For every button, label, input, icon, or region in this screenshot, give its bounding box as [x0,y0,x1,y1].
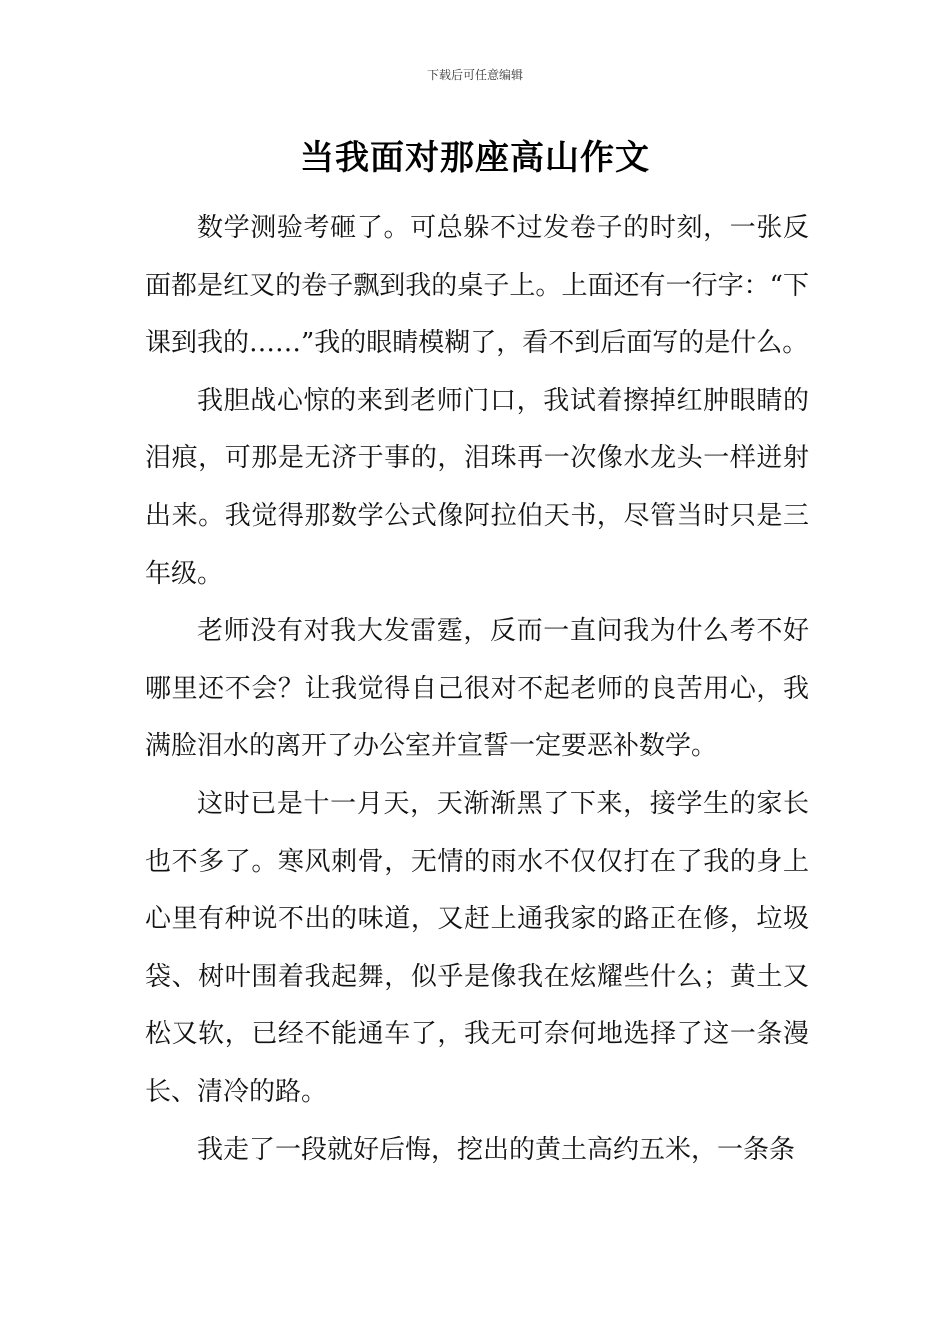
header-note: 下载后可任意编辑 [426,68,523,82]
paragraph: 我走了一段就好后悔，挖出的黄土高约五米，一条条 [197,1134,796,1165]
page-title: 当我面对那座高山作文 [300,138,650,178]
paragraph: 老师没有对我大发雷霆，反而一直问我为什么考不好哪里还不会？让我觉得自己很对不起老师的良苦用心，我满脸泪水的离开了办公室并宣誓一定要恶补数学。 [145,616,809,762]
document-body [145,200,809,1179]
paragraph: 这时已是十一月天，天渐渐黑了下来，接学生的家长也不多了。寒风刺骨，无情的雨水不仅仅打在了我的身上心里有种说不出的味道，又赶上通我家的路正在修，垃圾袋、树叶围着我起舞，似乎是像我在炫耀些什么；黄土又松又软，已经不能通车了，我无可奈何地选择了这一条漫长、清冷的路。 [145,788,809,1107]
paragraph: 我胆战心惊的来到老师门口，我试着擦掉红肿眼睛的泪痕，可那是无济于事的，泪珠再一次像水龙头一样迸射出来。我觉得那数学公式像阿拉伯天书，尽管当时只是三年级。 [145,385,809,589]
paragraph: 数学测验考砸了。可总躲不过发卷子的时刻，一张反面都是红叉的卷子飘到我的桌子上。上面还有一行字：“下课到我的……”我的眼睛模糊了，看不到后面写的是什么。 [145,213,809,359]
